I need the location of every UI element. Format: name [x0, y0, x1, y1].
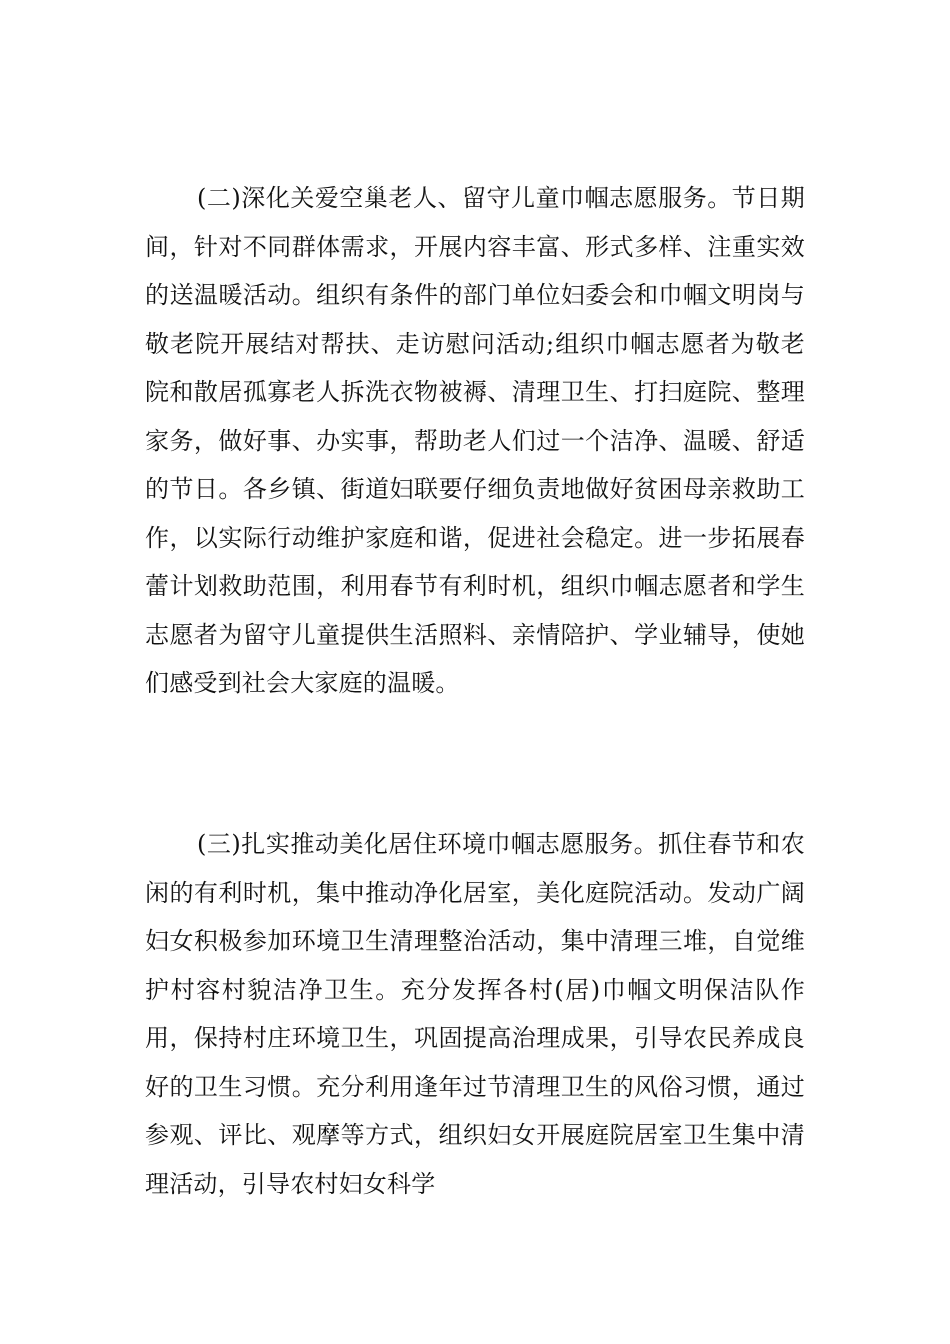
- paragraph-caring-elderly-children: (二)深化关爱空巢老人、留守儿童巾帼志愿服务。节日期间，针对不同群体需求，开展内容丰富、形式多样、注重实效的送温暖活动。组织有条件的部门单位妇委会和巾帼文明岗与敬老院开展结对帮扶、走访慰问活动;组织巾帼志愿者为敬老院和散居孤寡老人拆洗衣物被褥、清理卫生、打扫庭院、整理家务，做好事、办实事，帮助老人们过一个洁净、温暖、舒适的节日。各乡镇、街道妇联要仔细负责地做好贫困母亲救助工作，以实际行动维护家庭和谐，促进社会稳定。进一步拓展春蕾计划救助范围，利用春节有利时机，组织巾帼志愿者和学生志愿者为留守儿童提供生活照料、亲情陪护、学业辅导，使她们感受到社会大家庭的温暖。: [145, 184, 805, 697]
- paragraph-living-environment: (三)扎实推动美化居住环境巾帼志愿服务。抓住春节和农闲的有利时机，集中推动净化居室，美化庭院活动。发动广阔妇女积极参加环境卫生清理整治活动，集中清理三堆，自觉维护村容村貌洁净卫生。充分发挥各村(居)巾帼文明保洁队作用，保持村庄环境卫生，巩固提高治理成果，引导农民养成良好的卫生习惯。充分利用逢年过节清理卫生的风俗习惯，通过参观、评比、观摩等方式，组织妇女开展庭院居室卫生集中清理活动，引导农村妇女科学: [145, 830, 805, 1198]
